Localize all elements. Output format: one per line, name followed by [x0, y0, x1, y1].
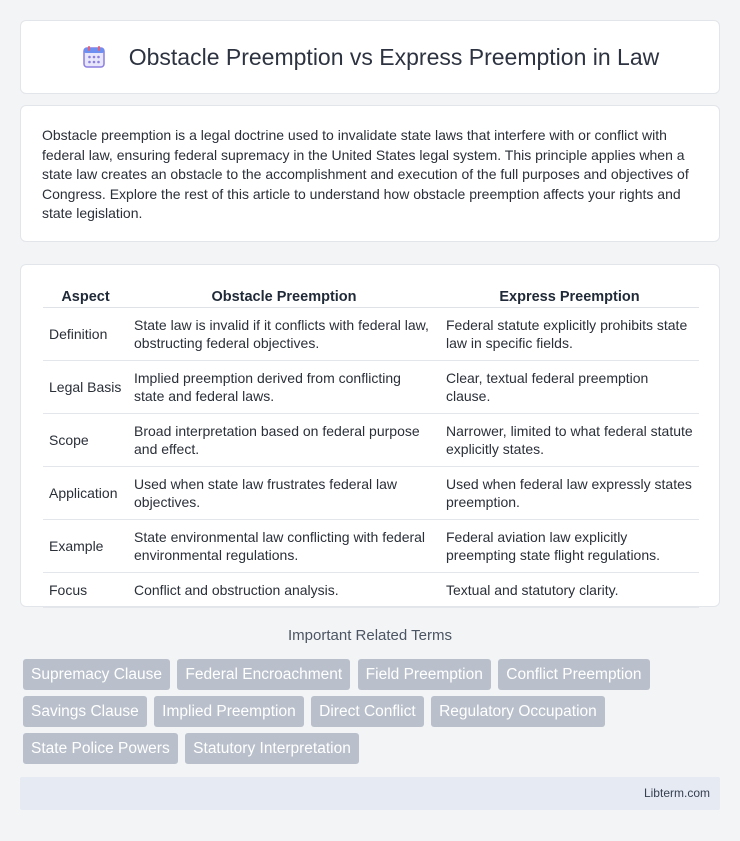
table-row [43, 361, 699, 414]
related-term-tag[interactable]: Field Preemption [358, 659, 491, 690]
header-card [20, 20, 720, 94]
related-term-tag[interactable]: Federal Encroachment [177, 659, 350, 690]
cell-express: Textual and statutory clarity. [440, 573, 699, 608]
comparison-table [43, 285, 699, 608]
cell-express: Federal statute explicitly prohibits state law in specific fields. [440, 308, 699, 361]
cell-obstacle: State environmental law conflicting with federal environmental regulations. [128, 520, 440, 573]
cell-express: Clear, textual federal preemption clause. [440, 361, 699, 414]
footer-site-link[interactable]: Libterm.com [643, 786, 710, 800]
cell-aspect: Example [43, 520, 128, 573]
header-express: Express Preemption [440, 285, 699, 308]
cell-express: Narrower, limited to what federal statute explicitly states. [440, 414, 699, 467]
page-title: Obstacle Preemption vs Express Preemption in Law [128, 43, 660, 70]
cell-aspect: Scope [43, 414, 128, 467]
table-row [43, 308, 699, 361]
cell-aspect: Definition [43, 308, 128, 361]
table-row [43, 467, 699, 520]
intro-text: Obstacle preemption is a legal doctrine used to invalidate state laws that interfere with or conflict with federal law, ensuring federal supremacy in the United States legal system. This principle applies when a state law creates an obstacle to the accomplishment and execution of the full purposes and objectives of Congress. Explore the rest of this article to understand how obstacle preemption affects your rights and state legislation. [42, 127, 689, 221]
calendar-icon [81, 44, 107, 70]
cell-obstacle: State law is invalid if it conflicts with federal law, obstructing federal objectives. [128, 308, 440, 361]
cell-aspect: Focus [43, 573, 128, 608]
table-header-row [43, 285, 699, 308]
table-row [43, 414, 699, 467]
related-term-tag[interactable]: Supremacy Clause [23, 659, 170, 690]
related-term-tag[interactable]: Conflict Preemption [498, 659, 649, 690]
cell-obstacle: Used when state law frustrates federal law objectives. [128, 467, 440, 520]
cell-aspect: Legal Basis [43, 361, 128, 414]
related-term-tag[interactable]: Regulatory Occupation [431, 696, 605, 727]
comparison-table-card [20, 264, 720, 607]
cell-obstacle: Implied preemption derived from conflicting state and federal laws. [128, 361, 440, 414]
related-term-tag[interactable]: Statutory Interpretation [185, 733, 359, 764]
related-terms-title: Important Related Terms [288, 627, 452, 644]
header-obstacle: Obstacle Preemption [128, 285, 440, 308]
table-row [43, 520, 699, 573]
header-aspect: Aspect [43, 285, 128, 308]
related-terms-list [23, 659, 713, 770]
cell-obstacle: Broad interpretation based on federal purpose and effect. [128, 414, 440, 467]
related-term-tag[interactable]: Savings Clause [23, 696, 147, 727]
cell-aspect: Application [43, 467, 128, 520]
table-row [43, 573, 699, 608]
intro-card [20, 105, 720, 242]
related-term-tag[interactable]: State Police Powers [23, 733, 178, 764]
cell-obstacle: Conflict and obstruction analysis. [128, 573, 440, 608]
cell-express: Used when federal law expressly states preemption. [440, 467, 699, 520]
related-term-tag[interactable]: Direct Conflict [311, 696, 423, 727]
cell-express: Federal aviation law explicitly preempting state flight regulations. [440, 520, 699, 573]
footer [20, 777, 720, 810]
related-term-tag[interactable]: Implied Preemption [154, 696, 304, 727]
